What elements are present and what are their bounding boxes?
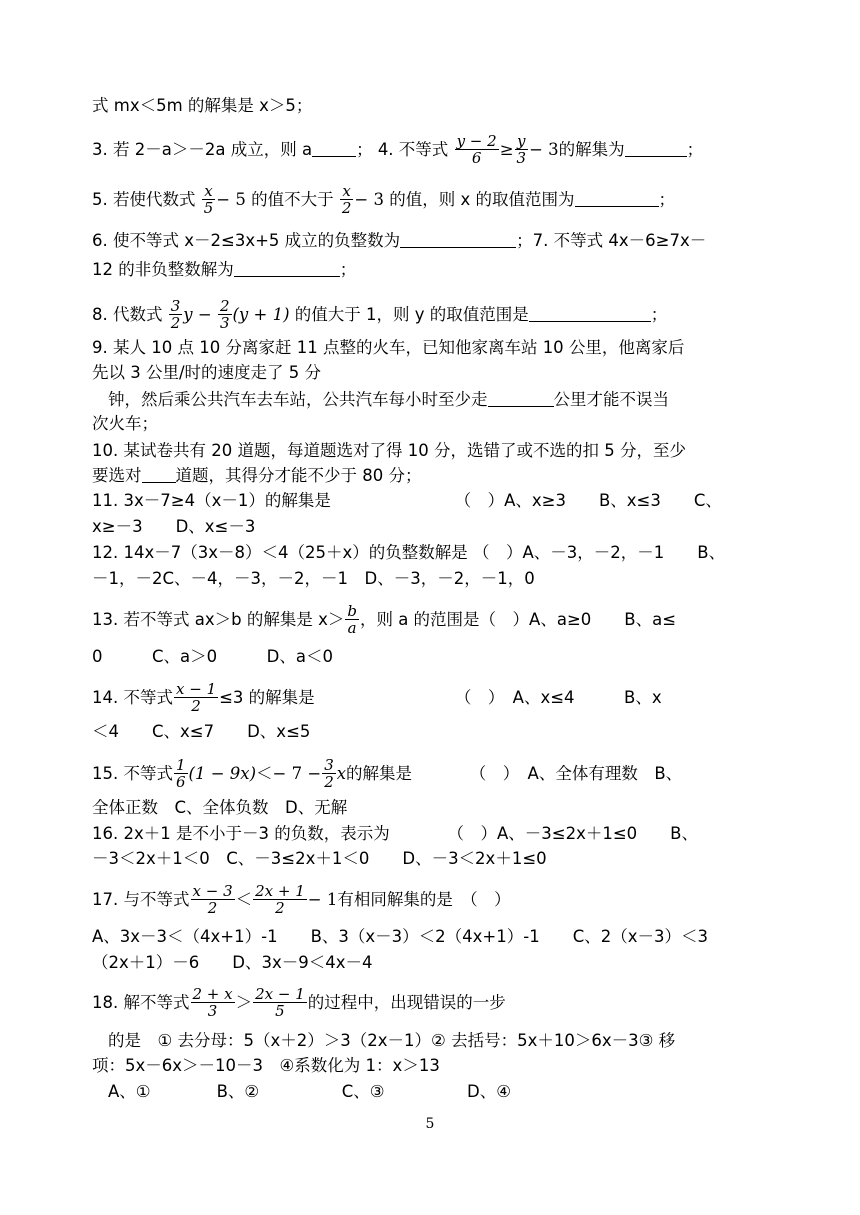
q7-blank[interactable] bbox=[234, 260, 340, 277]
q11-line-2: x≥－3 D、x≤－3 bbox=[92, 517, 256, 536]
q5-fraction-1: $\frac{x}{5}$ bbox=[203, 182, 214, 217]
q15-line-2: 全体正数 C、全体负数 D、无解 bbox=[92, 798, 348, 817]
q9-line-2: 先以 3 公里/时的速度走了 5 分 bbox=[92, 363, 322, 382]
q17-line-1: 17. 与不等式 $\frac{x - 3}{2}$ ＜ $\frac{2x + 1}{2}$ − 1有相同解集的是 （ ） bbox=[92, 882, 511, 917]
q8-line: 8. 代数式 $\frac{3}{2}$ y − $\frac{2}{3}$ (y + 1) 的值大于 1，则 y 的取值范围是 ； bbox=[92, 297, 668, 332]
q15-fraction-1: $\frac{1}{6}$ bbox=[176, 756, 186, 791]
q6-line: 6. 使不等式 x－2≤3x+5 成立的负整数为 ；7. 不等式 4x－6≥7x－ bbox=[92, 231, 707, 250]
q16-line-2: －3＜2x＋1＜0 C、－3≤2x＋1＜0 D、－3＜2x＋1≤0 bbox=[92, 849, 547, 868]
q4-fraction-2: $\frac{y}{3}$ bbox=[516, 132, 527, 167]
q5-fraction-2: $\frac{x}{2}$ bbox=[341, 182, 352, 217]
q13-line-2: 0 C、a＞0 D、a＜0 bbox=[92, 647, 333, 666]
q18-line-1: 18. 解不等式 $\frac{2 + x}{3}$ ＞ $\frac{2x - 1}{5}$ 的过程中，出现错误的一步 bbox=[92, 985, 506, 1020]
q14-fraction: $\frac{x - 1}{2}$ bbox=[176, 680, 217, 715]
q9-line-1: 9. 某人 10 点 10 分离家赶 11 点整的火车，已知他家离车站 10 公里，他离家后 bbox=[92, 338, 685, 357]
q13-line-1: 13. 若不等式 ax＞b 的解集是 x＞ $\frac{b}{a}$ ，则 a 的范围是（ ）A、a≥0 B、a≤ bbox=[92, 602, 677, 637]
q15-line-1: 15. 不等式 $\frac{1}{6}$ (1 − 9x)＜− 7 − $\frac{3}{2}$ x的解集是 （ ） A、全体有理数 B、 bbox=[92, 756, 683, 791]
q10-line-1: 10. 某试卷共有 20 道题，每道题选对了得 10 分，选错了或不选的扣 5 分，至少 bbox=[92, 441, 686, 460]
q8-fraction-2: $\frac{2}{3}$ bbox=[219, 297, 230, 332]
page-number: 5 bbox=[425, 1116, 435, 1132]
q14-line-1: 14. 不等式 $\frac{x - 1}{2}$ ≤3 的解集是 （ ） A、x≤4 B、x bbox=[92, 680, 662, 715]
q6-blank[interactable] bbox=[400, 231, 516, 248]
q5-blank[interactable] bbox=[575, 190, 659, 207]
q18-line-3: 项：5x－6x＞－10－3 ④系数化为 1：x＞13 bbox=[92, 1056, 440, 1075]
q13-fraction: $\frac{b}{a}$ bbox=[347, 602, 357, 637]
q11-line-1: 11. 3x－7≥4（x－1）的解集是 （ ）A、x≥3 B、x≤3 C、 bbox=[92, 491, 722, 510]
q3-text: 3. 若 2－a＞－2a 成立，则 a bbox=[92, 140, 313, 159]
q9-line-4: 次火车； bbox=[92, 414, 158, 433]
q3-blank[interactable] bbox=[312, 140, 356, 157]
q4-fraction-1: $\frac{y - 2}{6}$ bbox=[456, 132, 497, 167]
q17-fraction-2: $\frac{2x + 1}{2}$ bbox=[255, 882, 305, 917]
q17-line-2: A、3x－3＜（4x+1）-1 B、3（x－3）＜2（4x+1）-1 C、2（x－3）＜3 bbox=[92, 927, 708, 946]
q8-fraction-1: $\frac{3}{2}$ bbox=[170, 297, 181, 332]
q18-options: A、① B、② C、③ D、④ bbox=[108, 1082, 512, 1101]
q10-line-2: 要选对 道题，其得分才能不少于 80 分； bbox=[92, 466, 422, 485]
q15-fraction-2: $\frac{3}{2}$ bbox=[324, 756, 334, 791]
q8-blank[interactable] bbox=[529, 305, 651, 322]
q5-line: 5. 若使代数式 $\frac{x}{5}$ − 5 的值不大于 $\frac{x}{2}$ − 3 的值，则 x 的取值范围为 ； bbox=[92, 182, 676, 217]
q2-tail: 式 mx＜5m 的解集是 x＞5； bbox=[92, 96, 313, 115]
q18-fraction-2: $\frac{2x - 1}{5}$ bbox=[255, 985, 305, 1020]
q4-blank[interactable] bbox=[625, 140, 687, 157]
q17-fraction-1: $\frac{x - 3}{2}$ bbox=[192, 882, 233, 917]
q3-q4-line: 3. 若 2－a＞－2a 成立，则 a ； 4. 不等式 $\frac{y - 2}{6}$ ≥ $\frac{y}{3}$ − 3的解集为 ； bbox=[92, 132, 704, 167]
q18-line-2: 的是 ① 去分母：5（x＋2）＞3（2x－1）② 去括号：5x＋10＞6x－3③ 移 bbox=[108, 1031, 676, 1050]
q9-line-3: 钟，然后乘公共汽车去车站，公共汽车每小时至少走 公里才能不误当 bbox=[108, 390, 669, 409]
q16-line-1: 16. 2x＋1 是不小于－3 的负数，表示为 （ ）A、－3≤2x＋1≤0 B、 bbox=[92, 824, 698, 843]
q17-line-3: （2x＋1）－6 D、3x－9＜4x－4 bbox=[92, 953, 373, 972]
q18-fraction-1: $\frac{2 + x}{3}$ bbox=[192, 985, 233, 1020]
q4-text: 4. 不等式 bbox=[377, 140, 449, 159]
q14-line-2: ＜4 C、x≤7 D、x≤5 bbox=[92, 722, 311, 741]
q7-line: 12 的非负整数解为 ； bbox=[92, 260, 357, 279]
q9-blank[interactable] bbox=[488, 390, 554, 407]
q12-line-2: －1，－2C、－4，－3，－2，－1 D、－3，－2，－1，0 bbox=[92, 569, 535, 588]
q10-blank[interactable] bbox=[142, 466, 176, 483]
q12-line-1: 12. 14x－7（3x－8）＜4（25＋x）的负整数解是 （ ）A、－3，－2，－1 B、 bbox=[92, 543, 726, 562]
